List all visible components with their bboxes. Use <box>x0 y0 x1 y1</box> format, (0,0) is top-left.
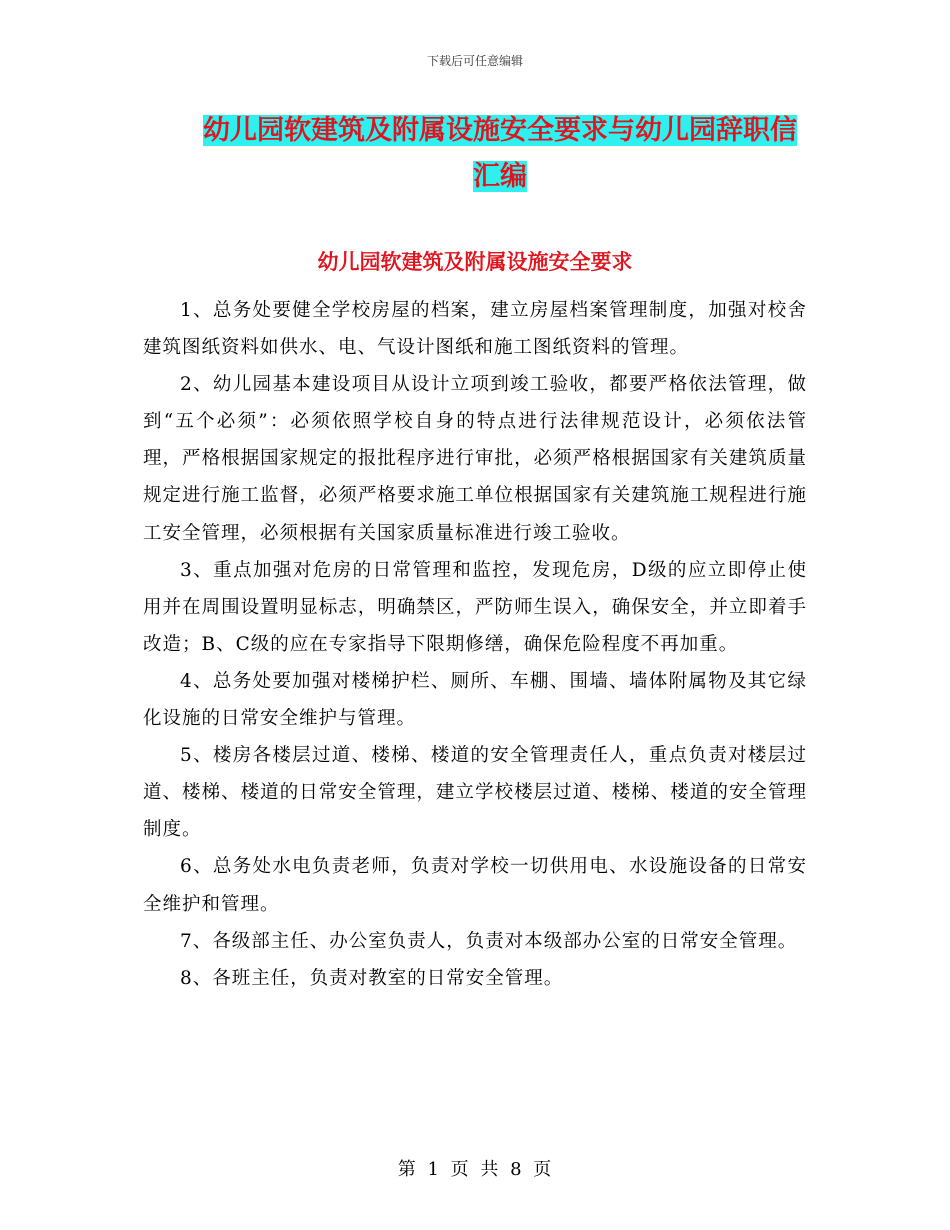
paragraph-5: 5、楼房各楼层过道、楼梯、楼道的安全管理责任人，重点负责对楼层过道、楼梯、楼道的日常安全管理，建立学校楼层过道、楼梯、楼道的安全管理制度。 <box>143 745 807 841</box>
paragraph-4: 4、总务处要加强对楼梯护栏、厕所、车棚、围墙、墙体附属物及其它绿化设施的日常安全维护与管理。 <box>143 670 807 730</box>
paragraph-7: 7、各级部主任、办公室负责人，负责对本级部办公室的日常安全管理。 <box>180 930 798 952</box>
document-body <box>143 292 807 997</box>
paragraph-1: 1、总务处要健全学校房屋的档案，建立房屋档案管理制度，加强对校舍建筑图纸资料如供水、电、气设计图纸和施工图纸资料的管理。 <box>143 300 807 359</box>
page-number-footer: 第 1 页 共 8 页 <box>397 1159 553 1180</box>
paragraph-6: 6、总务处水电负责老师，负责对学校一切供用电、水设施设备的日常安全维护和管理。 <box>143 856 807 915</box>
document-title-text: 幼儿园软建筑及附属设施安全要求与幼儿园辞职信汇编 <box>203 115 797 192</box>
section-title: 幼儿园软建筑及附属设施安全要求 <box>317 249 633 274</box>
paragraph-8: 8、各班主任，负责对教室的日常安全管理。 <box>180 967 564 989</box>
paragraph-3: 3、重点加强对危房的日常管理和监控，发现危房，D级的应立即停止使用并在周围设置明显标志，明确禁区，严防师生误入，确保安全，并立即着手改造；B、C级的应在专家指导下限期修缮，确保危险程度不再加重。 <box>143 559 807 655</box>
document-title <box>190 108 810 200</box>
page-header-note: 下载后可任意编辑 <box>426 54 523 68</box>
paragraph-2: 2、幼儿园基本建设项目从设计立项到竣工验收，都要严格依法管理，做到“五个必须”：必须依照学校自身的特点进行法律规范设计，必须依法管理，严格根据国家规定的报批程序进行审批，必须严格根据国家有关建筑质量规定进行施工监督，必须严格要求施工单位根据国家有关建筑施工规程进行施工安全管理，必须根据有关国家质量标准进行竣工验收。 <box>143 374 807 544</box>
